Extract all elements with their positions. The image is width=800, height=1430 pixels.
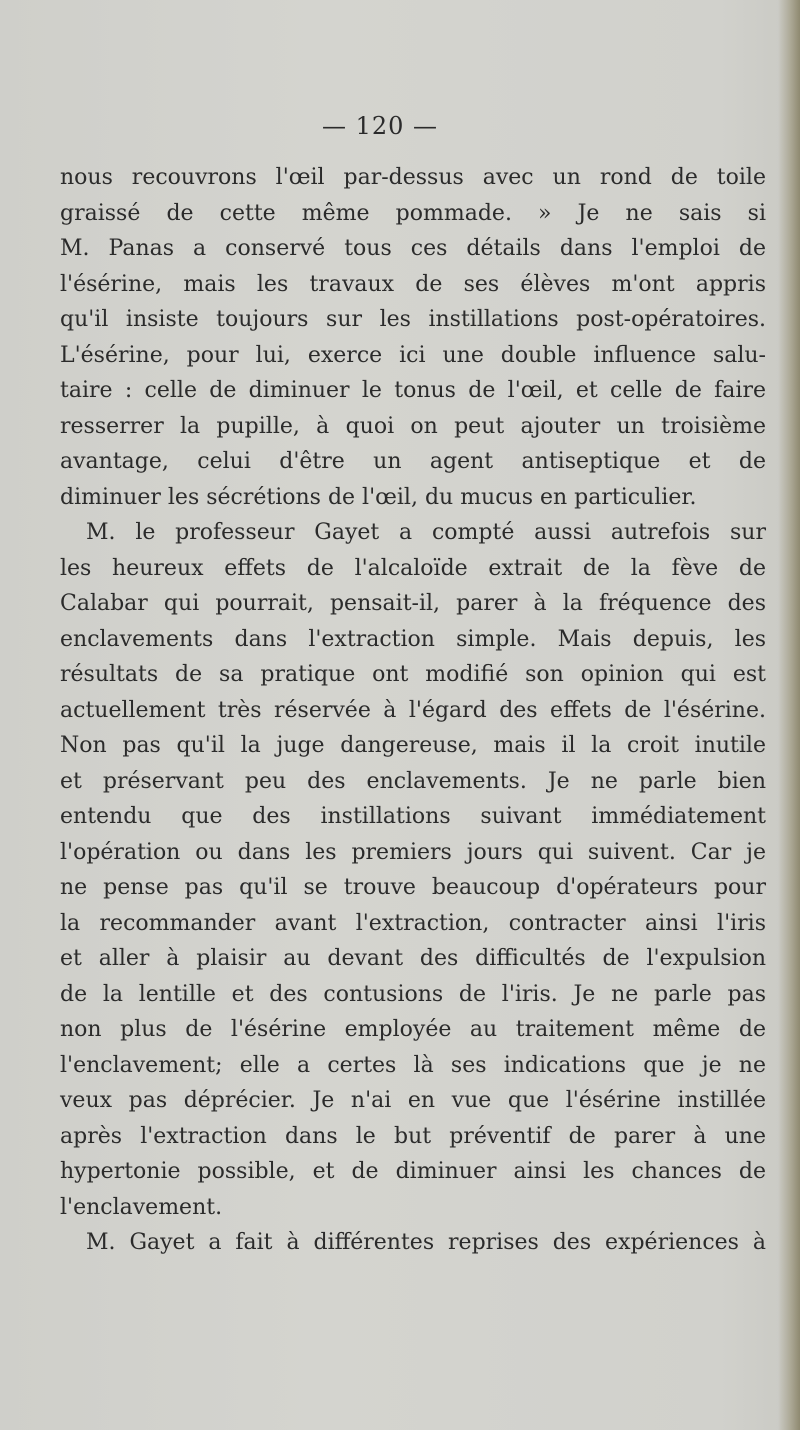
text-line: non plus de l'ésérine employée au traitement même de <box>60 1017 766 1042</box>
text-line: L'ésérine, pour lui, exerce ici une double influence salu- <box>60 342 766 368</box>
text-line: enclavements dans l'extraction simple. Mais depuis, les <box>60 626 766 652</box>
text-line: l'enclavement; elle a certes là ses indications que je ne <box>60 1052 766 1078</box>
text-line: avantage, celui d'être un agent antiseptique et de <box>60 449 766 474</box>
text-line: M. Panas a conservé tous ces détails dans l'emploi de <box>60 236 766 261</box>
body-text <box>60 160 766 1261</box>
text-line: graissé de cette même pommade. » Je ne sais si <box>60 200 766 226</box>
text-line: ne pense pas qu'il se trouve beaucoup d'opérateurs pour <box>60 875 766 900</box>
text-line: résultats de sa pratique ont modifié son opinion qui est <box>60 662 766 687</box>
text-line: actuellement très réservée à l'égard des effets de l'ésérine. <box>60 697 766 723</box>
text-line: taire : celle de diminuer le tonus de l'œil, et celle de faire <box>60 378 766 403</box>
text-line: après l'extraction dans le but préventif de parer à une <box>60 1123 766 1149</box>
text-line: nous recouvrons l'œil par-dessus avec un rond de toile <box>60 165 766 190</box>
text-line: qu'il insiste toujours sur les instillations post-opératoires. <box>60 307 766 332</box>
text-line: entendu que des instillations suivant immédiatement <box>60 804 766 829</box>
text-line: veux pas déprécier. Je n'ai en vue que l'ésérine instillée <box>60 1088 766 1113</box>
text-line: et préservant peu des enclavements. Je ne parle bien <box>60 768 766 794</box>
text-line: de la lentille et des contusions de l'iris. Je ne parle pas <box>60 981 766 1007</box>
text-line: les heureux effets de l'alcaloïde extrait de la fève de <box>60 555 766 581</box>
text-line: l'ésérine, mais les travaux de ses élèves m'ont appris <box>60 271 766 297</box>
page-number: — 120 — <box>321 112 439 140</box>
text-line: diminuer les sécrétions de l'œil, du mucus en particulier. <box>60 484 697 510</box>
text-line: hypertonie possible, et de diminuer ainsi les chances de <box>60 1159 766 1184</box>
text-line: M. le professeur Gayet a compté aussi autrefois sur <box>86 520 766 545</box>
page-edge-shadow <box>778 0 800 1430</box>
text-line: M. Gayet a fait à différentes reprises des expériences à <box>86 1230 766 1255</box>
text-line: et aller à plaisir au devant des difficultés de l'expulsion <box>60 946 766 971</box>
text-line: resserrer la pupille, à quoi on peut ajouter un troisième <box>60 413 766 439</box>
text-line: Calabar qui pourrait, pensait-il, parer à la fréquence des <box>60 591 766 616</box>
text-line: Non pas qu'il la juge dangereuse, mais il la croit inutile <box>60 733 766 758</box>
text-line: la recommander avant l'extraction, contracter ainsi l'iris <box>60 910 766 936</box>
text-line: l'enclavement. <box>60 1194 223 1220</box>
text-line: l'opération ou dans les premiers jours qui suivent. Car je <box>60 839 766 865</box>
